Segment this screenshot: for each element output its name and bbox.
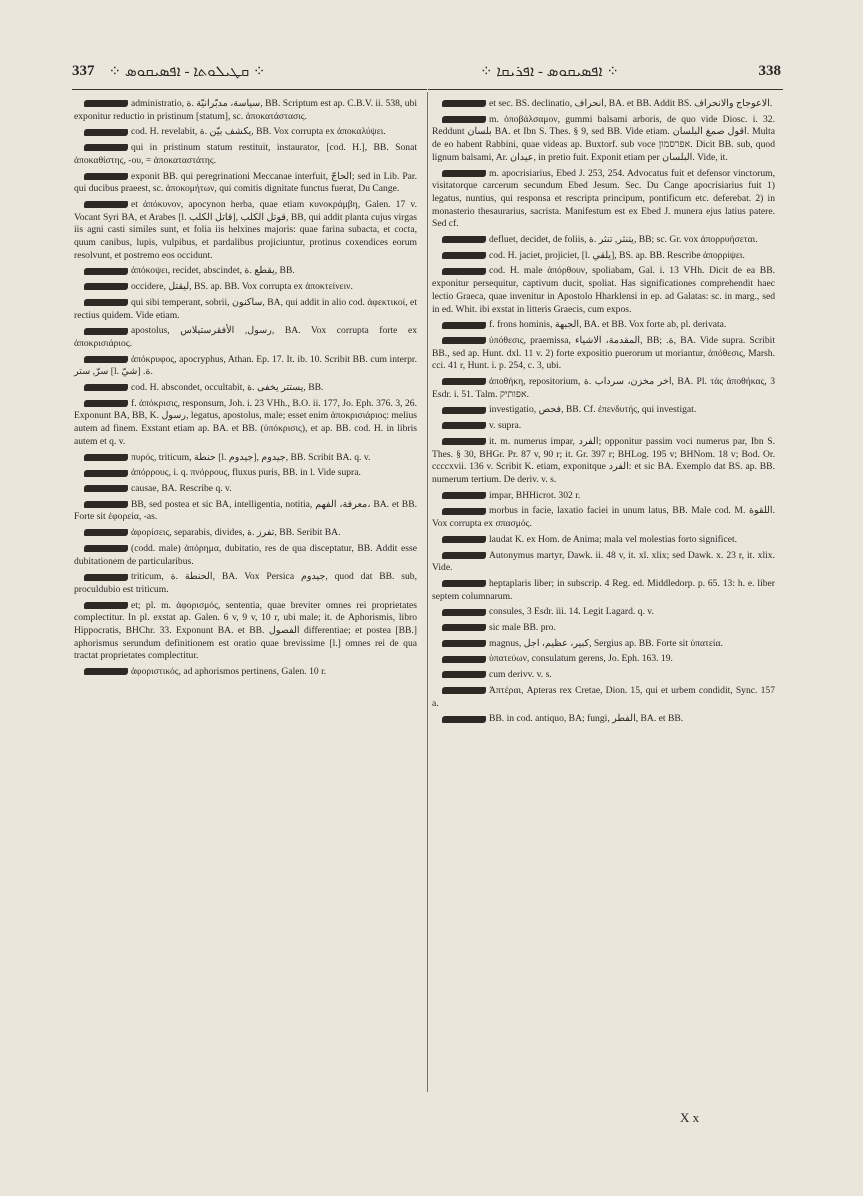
- syriac-headword: [442, 580, 486, 587]
- dictionary-entry: [74, 527, 417, 540]
- entry-text: ὑπόθεσις, praemissa, المقدمة، الاشياء, BB; .ة, BA. Vide supra. Scribit BB., sed ap. Hunt. dxl. 11 v. 2) forte expositio puerorum ut moriantur, ἀπόθεσις, Marsh. cci. 41 r, Hunt. i. p. 254, c. 3, ubi.: [432, 334, 775, 372]
- entry-text: m. ὀποβάλσαμον, gummi balsami arboris, de quo vide Diosc. i. 32. Reddunt بلسان BA. et Ibn S. Thes. § 9, sed BB. Vide etiam. اقول صمغ البلسان. Multa de eo habent Rabbini, quae videas ap. Buxtorf. sub voce אפרסמון. Dicit BB. sub, quod lignum balsami, Ar. عيدان, in pretio fuit. Exponit etiam per البلسان. Vide, it.: [432, 113, 775, 163]
- entry-text: f. ἀπόκρισις, responsum, Joh. i. 23 VHh., B.O. ii. 177, Jo. Eph. 376. 3, 26. Exponunt BA, BB, K. رسول, legatus, apostolus, male; esset enim ἀποκρισιάριος: melius autem ad finem. Exstant etiam ap. BA. et BB. (ὑπόκρισις), et ap. BB. cod. H. in libris autem et q. v.: [74, 397, 417, 447]
- dictionary-entry: [74, 297, 417, 322]
- column-divider: [427, 92, 428, 1092]
- syriac-headword: [84, 400, 128, 407]
- syriac-headword: [84, 283, 128, 290]
- dictionary-entry: [74, 325, 417, 350]
- dictionary-entry: [74, 483, 417, 496]
- dictionary-entry: [432, 638, 775, 651]
- entry-text: Autonymus martyr, Dawk. ii. 48 v, it. xl. xlix; sed Dawk. x. 23 r, it. xlix. Vide.: [432, 549, 775, 574]
- dictionary-entry: [74, 499, 417, 524]
- entry-text: causae, BA. Rescribe q. v.: [131, 482, 232, 494]
- dictionary-entry: [432, 490, 775, 503]
- right-column: [432, 98, 775, 729]
- syriac-headword: [84, 668, 128, 675]
- syriac-headword: [442, 252, 486, 259]
- syriac-headword: [442, 407, 486, 414]
- left-column: [74, 98, 417, 682]
- dictionary-entry: [74, 281, 417, 294]
- syriac-headword: [84, 529, 128, 536]
- entry-text: morbus in facie, laxatio faciei in unum latus, BB. Male cod. M. اللقوة. Vox corrupta ex σπασμός.: [432, 505, 775, 530]
- dictionary-entry: [432, 404, 775, 417]
- syriac-headword: [442, 116, 486, 123]
- entry-text: v. supra.: [489, 420, 522, 432]
- dictionary-entry: [74, 543, 417, 568]
- entry-text: ὑπατεύων, consulatum gerens, Jo. Eph. 163. 19.: [489, 653, 673, 665]
- entry-text: cod. H. revelabit, يكشف بيّن .ة, BB. Vox corrupta ex ἀποκαλύψει.: [131, 126, 386, 138]
- dictionary-entry: [432, 578, 775, 603]
- dictionary-entry: [74, 467, 417, 480]
- dictionary-entry: [432, 653, 775, 666]
- signature-mark: X x: [680, 1110, 700, 1125]
- syriac-headword: [442, 322, 486, 329]
- entry-text: ἀφορίσεις, separabis, divides, تفرز .ة, BB. Seribit BA.: [131, 527, 341, 539]
- syriac-headword: [442, 438, 486, 445]
- syriac-headword: [442, 716, 486, 723]
- syriac-headword: [84, 356, 128, 363]
- dictionary-entry: [74, 199, 417, 263]
- dictionary-entry: [74, 600, 417, 664]
- syriac-headword: [442, 656, 486, 663]
- syriac-headword: [84, 485, 128, 492]
- syriac-headword: [84, 129, 128, 136]
- dictionary-entry: [432, 420, 775, 433]
- dictionary-entry: [432, 606, 775, 619]
- dictionary-entry: [432, 234, 775, 247]
- dictionary-entry: [432, 669, 775, 682]
- syriac-headword: [442, 492, 486, 499]
- dictionary-entry: [432, 250, 775, 263]
- dictionary-entry: [432, 168, 775, 232]
- entry-text: qui in pristinum statum restituit, instaurator, [cod. H.], BB. Sonat ἀποκαθίστης, -ου, = ἀποκαταστάτης.: [74, 142, 417, 166]
- entry-text: qui sibi temperant, sobrii, ساكنون, BA, qui addit in alio cod. ἀφεκτικοί, et rectius quidem. Vide etiam.: [74, 296, 417, 321]
- dictionary-entry: [74, 142, 417, 167]
- dictionary-entry: [74, 452, 417, 465]
- entry-text: exponit BB. qui peregrinationi Meccanae interfuit, الحاجّ; sed in Lib. Par. qui ducibus praeest, sc. ἀποκομήτων, qui comitis dignitate functus fuerat, Du Cange.: [74, 170, 417, 195]
- entry-text: impar, BHHicrot. 302 r.: [489, 489, 581, 501]
- syriac-headword: [442, 640, 486, 647]
- left-page-number: 337: [72, 62, 95, 79]
- entry-text: apostolus, رسول, الأفقرستيلاس, BA. Vox corrupta forte ex ἀποκρισιάριος.: [74, 325, 418, 349]
- syriac-headword: [84, 201, 128, 208]
- dictionary-entry: [74, 382, 417, 395]
- entry-text: ἀφοριστικός, ad aphorismos pertinens, Galen. 10 r.: [131, 666, 327, 678]
- entry-text: cod. H. abscondet, occultabit, يستتر يخفى .ة, BB.: [131, 382, 324, 394]
- dictionary-entry: [432, 622, 775, 635]
- syriac-headword: [84, 470, 128, 477]
- entry-text: heptaplaris liber; in subscrip. 4 Reg. ed. Middledorp. p. 65. 13: h. e. liber septem columnarum.: [432, 577, 775, 602]
- entry-text: et; pl. m. ἀφορισμός, sententia, quae breviter omnes rei proprietates complectitur. In pl. exstat ap. Galen. 6 v, 9 v, 10 r, ubi male; it. de Aphorismis, libro Hippocratis, BHChr. 33. Exponunt BA. et BB. الفصول differentiae; et postea [BB.] aphorismus serundum definitionem est oratio quae brevissime [l.] omnes rei de qua tractat proprietates complectitur.: [74, 599, 417, 662]
- entry-text: occidere, ليقتل, BS. ap. BB. Vox corrupta ex ἀποκτείνειν.: [131, 281, 353, 293]
- dictionary-entry: [432, 265, 775, 316]
- syriac-headword: [442, 552, 486, 559]
- syriac-headword: [442, 268, 486, 275]
- entry-text: ἀπόκρυφος, apocryphus, Athan. Ep. 17. It. ib. 10. Scribit BB. cum interpr. سرّ, ستر [l. شيّ] .ة.: [74, 353, 417, 378]
- entry-text: investigatio, فحص, BB. Cf. ἐπενδυτής, qui investigat.: [489, 404, 697, 416]
- syriac-headword: [84, 144, 128, 151]
- dictionary-entry: [432, 713, 775, 726]
- dictionary-entry: [74, 171, 417, 196]
- syriac-headword: [84, 268, 128, 275]
- entry-text: administratio, سياسة، مدبّرانيّة .ة, BB. Scriptum est ap. C.B.V. ii. 538, ubi exponitur reductio in pristinum [statum], sc. ἀποκατάστασις.: [74, 98, 417, 122]
- syriac-headword: [442, 170, 486, 177]
- syriac-headword: [84, 602, 128, 609]
- syriac-headword: [442, 100, 486, 107]
- right-header-rule: [428, 89, 783, 90]
- syriac-headword: [84, 173, 128, 180]
- entry-text: it. m. numerus impar, الفرد; opponitur passim voci numerus par, Ibn S. Thes. § 30, BHGr. Pr. 87 v, 90 r; it. Gr. 397 r; BHLog. 195 v; BHNom. 18 v; Bod. Or. ccccxvii. 136 v. Scribit K. etiam, exponitque الفرد: et sic BA. Exemplo dat BS. ap. BB. numerum tertium. De deriv. v. s.: [432, 435, 775, 485]
- dictionary-entry: [74, 666, 417, 679]
- syriac-headword: [442, 624, 486, 631]
- entry-text: f. frons hominis, الجبهة, BA. et BB. Vox forte ab, pl. derivata.: [489, 319, 727, 331]
- dictionary-entry: [74, 265, 417, 278]
- entry-text: cod. H. male ἀπόρθουν, spoliabam, Gal. i. 13 VHh. Dicit de ea BB. exponitur persequitur, captivum ducit, spoliat. Has significationes comprehendit haec lectio Graeca, quae invenitur in Apostolo Hharklensi in ep. ad Galatas: sc. in marg., sed in ed. Whit. ibi exstat in litteris Graecis, cum expos.: [432, 265, 775, 315]
- dictionary-entry: [74, 126, 417, 139]
- left-header-rule: [72, 89, 427, 90]
- entry-text: πυρός, triticum, حنطة [l. جيدوم], جيدوم, BB. Scribit BA. q. v.: [131, 451, 371, 463]
- entry-text: ἀπόρρους, i. q. πνόρρους, fluxus puris, BB. in l. Vide supra.: [131, 467, 361, 479]
- entry-text: cum derivv. v. s.: [489, 669, 552, 681]
- entry-text: Ἀπτέραι, Apteras rex Cretae, Dion. 15, qui et urbem condidit, Sync. 157 a.: [432, 684, 775, 709]
- syriac-headword: [442, 609, 486, 616]
- entry-text: ἀποθήκη, repositorium, اخر مخزن، سرداب .ة, BA. Pl. τὰς ἀποθήκας, 3 Esdr. i. 51. Talm. אפותיק.: [432, 376, 775, 400]
- right-running-title: ⁘ ܐܦܣܝܩܘܣ - ܐܦܪܝܩܐ ⁘: [480, 63, 619, 80]
- entry-text: cod. H. jaciet, projiciet, [l. يلقي], BS. ap. BB. Rescribe ἀπορρίψει.: [489, 249, 745, 261]
- dictionary-entry: [432, 436, 775, 487]
- entry-text: consules, 3 Esdr. iii. 14. Legit Lagard. q. v.: [489, 606, 654, 618]
- dictionary-entry: [432, 505, 775, 530]
- syriac-headword: [84, 100, 128, 107]
- syriac-headword: [442, 536, 486, 543]
- left-page-header: [72, 60, 432, 82]
- dictionary-entry: [432, 534, 775, 547]
- dictionary-entry: [432, 335, 775, 373]
- entry-text: ἀπόκοψει, recidet, abscindet, يقطع .ة, BB.: [131, 265, 295, 277]
- syriac-headword: [442, 236, 486, 243]
- entry-text: et ἀπόκυνον, apocynon herba, quae etiam κυνοκράμβη, Galen. 17 v. Vocant Syri BA, et Arabes [l. قاتل الكلب], قوتل الكلب, BB, qui addit planta cujus virgas iis agni casti similes sunt, et folia iis helxines majoris: quae farina subacta, et cocta, quum canibus, lupis, vulpibus, et pardalibus projiciuntur, protinus coxendices eorum resolvunt, et postremo eos occidunt.: [74, 198, 417, 261]
- entry-text: BB. in cod. antiquo, BA; fungi, الفطر, BA. et BB.: [489, 713, 684, 725]
- dictionary-entry: [74, 571, 417, 596]
- syriac-headword: [84, 574, 128, 581]
- left-running-title: ⁘ ܩܛܝܠܘܬܐ - ܐܦܣܝܩܘܣ ⁘: [108, 63, 266, 80]
- right-page-number: 338: [758, 62, 781, 79]
- syriac-headword: [84, 299, 128, 306]
- syriac-headword: [84, 501, 128, 508]
- entry-text: laudat K. ex Hom. de Anima; mala vel molestias forto significet.: [489, 533, 738, 545]
- syriac-headword: [442, 422, 486, 429]
- syriac-headword: [84, 454, 128, 461]
- dictionary-entry: [432, 685, 775, 710]
- entry-text: defluet, decidet, de foliis, يتنثر, تنثر .ة, BB; sc. Gr. vox ἀπορρυήσεται.: [489, 234, 758, 246]
- dictionary-entry: [432, 376, 775, 401]
- entry-text: m. apocrisiarius, Ebed J. 253, 254. Advocatus fuit et defensor vinctorum, visitatorque carcerum secundum Ebed Jesum. Sec. Du Cange apocrisiarius fuit 1) legatus, nuntius, qui responsa et rescripta principum, pontificum etc. deferebat. 2) in monasterio thesaurarius, sacrista. Manifestum est ex Ebed J. munera ejus latius patere. Sed cf.: [432, 167, 775, 230]
- entry-text: (codd. male) ἀπόρημα, dubitatio, res de qua disceptatur, BB. Addit esse dubitationem de particularibus.: [74, 542, 417, 567]
- syriac-headword: [442, 671, 486, 678]
- dictionary-entry: [74, 98, 417, 123]
- syriac-headword: [84, 545, 128, 552]
- entry-text: et sec. BS. declinatio, انحراف, BA. et BB. Addit BS. الاعوجاج والانحراف.: [489, 98, 773, 109]
- syriac-headword: [442, 508, 486, 515]
- dictionary-entry: [432, 98, 775, 111]
- syriac-headword: [442, 687, 486, 694]
- syriac-headword: [84, 328, 128, 335]
- dictionary-entry: [432, 114, 775, 165]
- entry-text: triticum, الحنطة .ة, BA. Vox Persica جيدوم, quod dat BB. sub, proculdubio est triticum.: [74, 571, 417, 595]
- dictionary-entry: [432, 550, 775, 575]
- entry-text: magnus, كبير، عظيم، اجل, Sergius ap. BB. Forte sit ὑπατεία.: [489, 637, 723, 649]
- dictionary-entry: [74, 398, 417, 449]
- dictionary-entry: [432, 319, 775, 332]
- entry-text: BB, sed postea et sic BA, intelligentia, notitia, معرفة، الفهم، BA. et BB. Forte sit ἐφορεία, -as.: [74, 498, 417, 523]
- right-page-header: [480, 60, 795, 82]
- entry-text: sic male BB. pro.: [489, 622, 556, 634]
- syriac-headword: [84, 384, 128, 391]
- syriac-headword: [442, 378, 486, 385]
- syriac-headword: [442, 337, 486, 344]
- dictionary-entry: [74, 354, 417, 379]
